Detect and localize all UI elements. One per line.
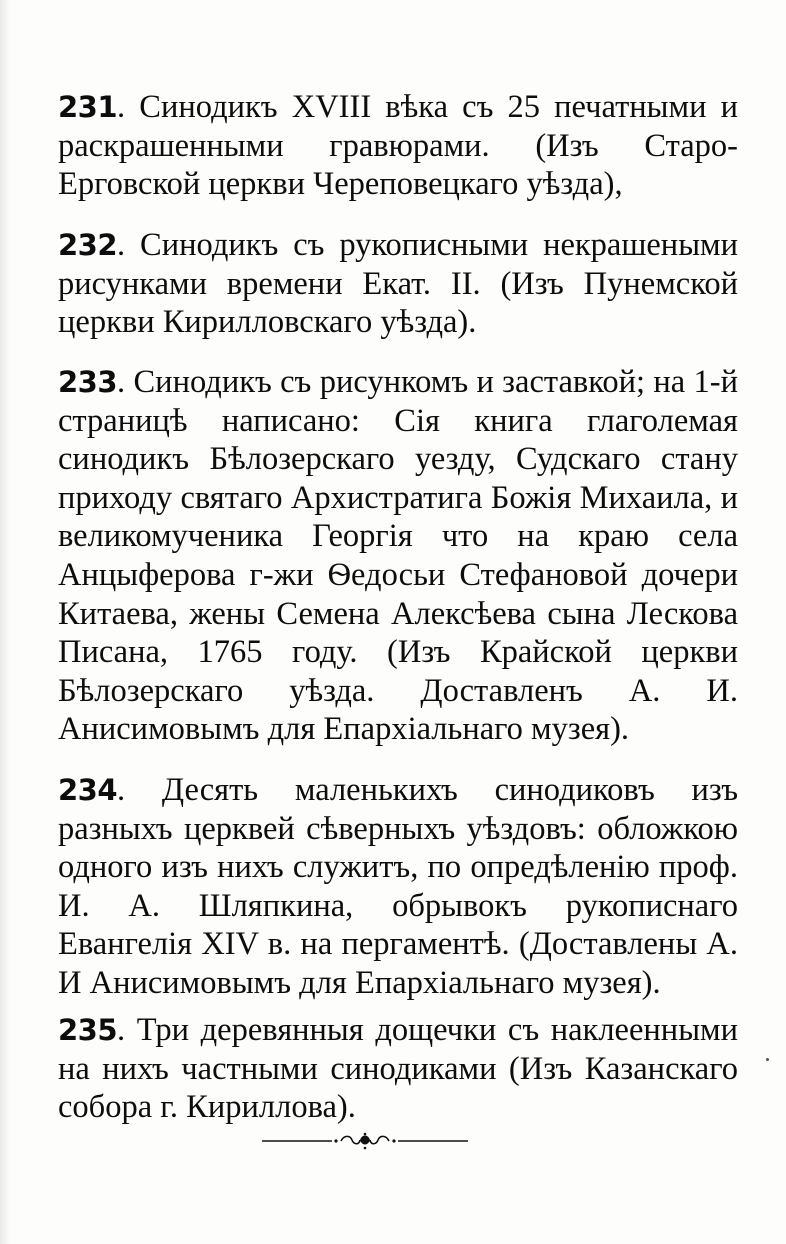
entry-text: . Синодикъ XVIII вѣка съ 25 печатными и раскрашенными гравюрами. (Изъ Старо-Ерговской церкви Череповецкаго уѣзда), — [58, 89, 738, 203]
entry-number: 232 — [58, 228, 118, 262]
entry-text: . Синодикъ съ рукописными некрашеными рисунками времени Екат. II. (Изъ Пунемской церкви Кирилловскаго уѣзда). — [58, 227, 738, 341]
page-speck — [766, 1058, 769, 1061]
catalog-entry-233 — [58, 363, 738, 749]
entry-text: . Три деревянныя дощечки съ наклеенными на нихъ частными синодиками (Изъ Казанскаго собора г. Кириллова). — [58, 1012, 738, 1126]
catalog-entry-231 — [58, 88, 738, 204]
entry-number: 231 — [58, 90, 118, 124]
catalog-entry-235 — [58, 1011, 738, 1127]
catalog-entry-234 — [58, 771, 738, 1003]
catalog-entry-232 — [58, 226, 738, 342]
entry-number: 235 — [58, 1013, 118, 1047]
entry-number: 233 — [58, 365, 118, 399]
entry-text: . Десять маленькихъ синодиковъ изъ разныхъ церквей сѣверныхъ уѣздовъ: обложкою одного изъ нихъ служитъ, по опредѣленію проф. И. А. Шляпкина, обрывокъ рукописнаго Евангелія XIV в. на пергаментѣ. (Доставлены А. И Анисимовымъ для Епархіальнаго музея). — [58, 772, 738, 1001]
entry-number: 234 — [58, 773, 118, 807]
ornament-divider-icon — [262, 1130, 468, 1152]
page-gutter-shadow — [0, 0, 10, 1244]
entry-text: . Синодикъ съ рисункомъ и заставкой; на 1-й страницѣ написано: Сія книга глаголемая синодикъ Бѣлозерскаго уезду, Судскаго стану приходу святаго Архистратига Божія Михаила, и великомученика Георгія что на краю села Анцыферова г-жи Ѳедосьи Стефановой дочери Китаева, жены Семена Алексѣева сына Лескова Писана, 1765 году. (Изъ Крайской церкви Бѣлозерскаго уѣзда. Доставленъ А. И. Анисимовымъ для Епархіальнаго музея). — [58, 364, 738, 748]
